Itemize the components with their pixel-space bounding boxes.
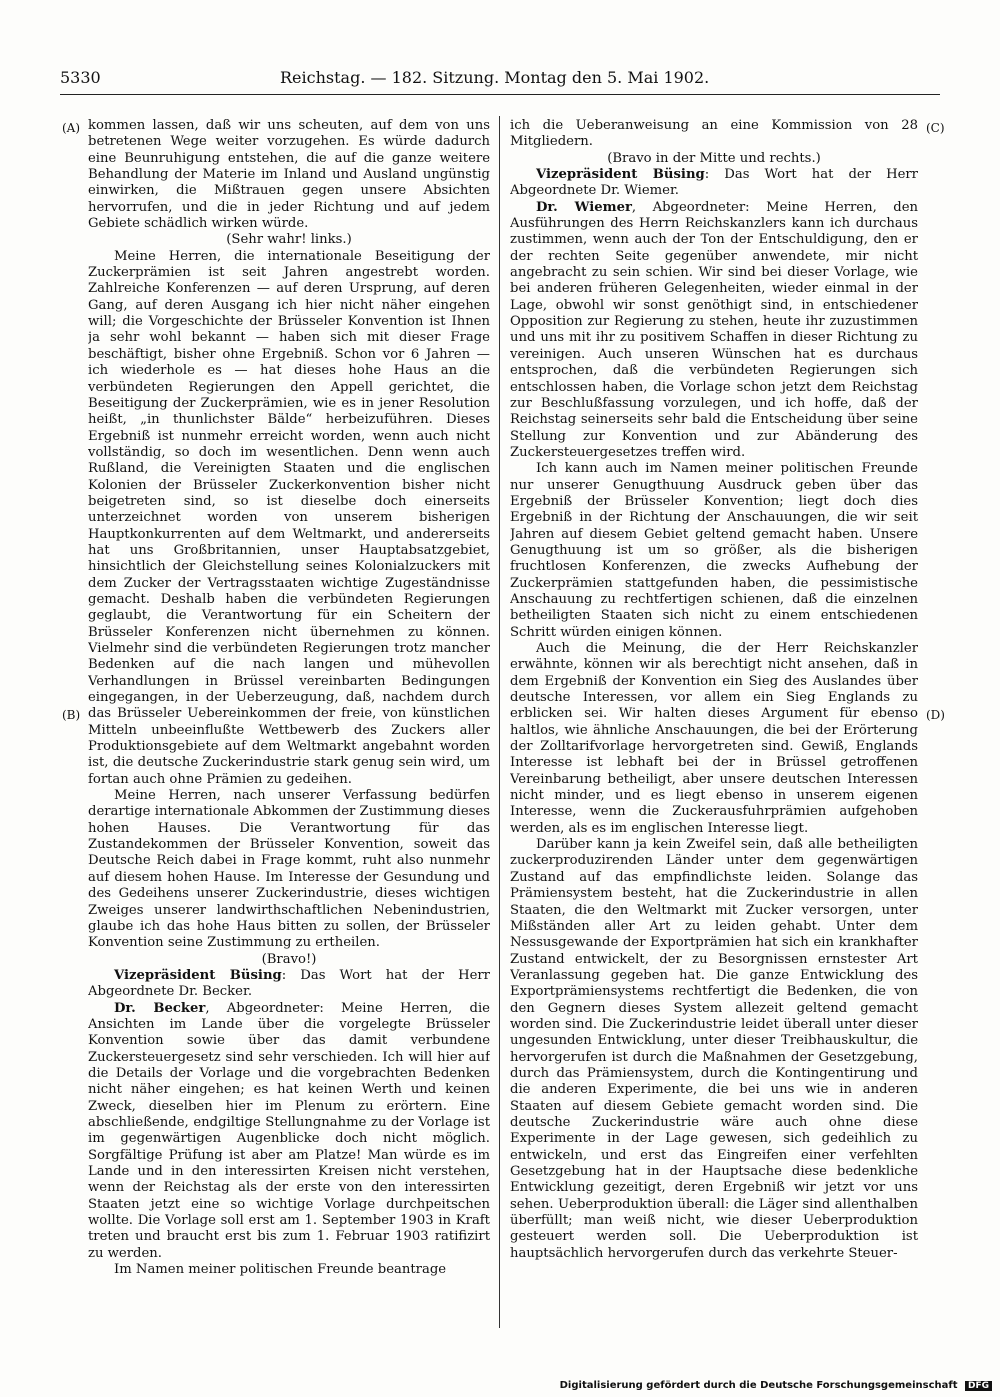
interjection <box>510 151 918 167</box>
paragraph <box>88 968 490 1001</box>
paragraph <box>510 167 918 200</box>
paragraph <box>88 118 490 232</box>
right-column <box>510 118 918 1330</box>
paragraph <box>510 837 918 1262</box>
paragraph-text: Darüber kann ja kein Zweifel sein, daß alle betheiligten zuckerproduzirenden Länder unter dem gegenwärtigen Zustand auf das empfindlichste leiden. Solange das Prämiensystem besteht, hat die Zuckerindustrie in allen Staaten, die den Weltmarkt mit Zucker versorgen, unter Mißständen aller Art zu leiden gehabt. Unter dem Nessusgewande der Exportprämien hat sich ein krankhafter Zustand entwickelt, der zu Besorgnissen ernstester Art Veranlassung gegeben hat. Die ganze Entwicklung des Exportprämiensystems rechtfertigt die Bedenken, die von den Gegnern dieses System allezeit geltend gemacht worden sind. Die Zuckerindustrie leidet überall unter dieser ungesunden Entwicklung, unter dieser Treibhauskultur, die hervorgerufen ist durch die Maßnahmen der Gesetzgebung, durch das Prämiensystem, durch die Kontingentirung und die anderen Experimente, die bei uns wie in anderen Staaten auf diesem Gebiete gemacht worden sind. Die deutsche Zuckerindustrie wäre auch ohne diese Experimente in der Lage gewesen, sich gedeihlich zu entwickeln, und erst das Eingreifen einer verfehlten Gesetzgebung hat in der Hauptsache diese bedenkliche Entwicklung gezeitigt, deren Ergebniß wir jetzt vor uns sehen. Ueberproduktion überall: die Läger sind allenthalben überfüllt; man weiß nicht, wie dieser Ueberproduktion gesteuert werden soll. Die Ueberproduktion ist hauptsächlich hervorgerufen durch das verkehrte Steuer- <box>510 837 918 1261</box>
paragraph-text: Im Namen meiner politischen Freunde beantrage <box>114 1262 447 1278</box>
paragraph <box>510 200 918 462</box>
margin-marker-a: (A) <box>62 121 81 135</box>
running-title: Reichstag. — 182. Sitzung. Montag den 5. Mai 1902. <box>280 68 710 87</box>
paragraph-text: (Bravo in der Mitte und rechts.) <box>607 150 821 166</box>
paragraph-text: (Sehr wahr! links.) <box>226 232 352 248</box>
page-header <box>60 68 940 98</box>
speaker-name: Dr. Wiemer <box>536 199 632 215</box>
margin-marker-d: (D) <box>926 708 945 722</box>
interjection <box>88 952 490 968</box>
paragraph <box>510 118 918 151</box>
paragraph-text: (Bravo!) <box>261 951 317 967</box>
paragraph-text: Meine Herren, die internationale Beseitigung der Zuckerprämien ist seit Jahren angestrebt worden. Zahlreiche Konferenzen — auf deren Ursprung, auf deren Gang, auf deren Ausgang ich hier nicht näher eingehen will; die Vorgeschichte der Brüsseler Konvention ist Ihnen ja sehr wohl bekannt — haben sich mit dieser Frage beschäftigt, bisher ohne Ergebniß. Schon vor 6 Jahren — ich wiederhole es — hat dieses hohe Haus an die verbündeten Regierungen den Appell gerichtet, die Beseitigung der Zuckerprämien, wie es in jener Resolution heißt, „in thunlichster Bälde“ herbeizuführen. Dieses Ergebniß ist nunmehr erreicht worden, wenn auch nicht vollständig, so doch im wesentlichen. Denn wenn auch Rußland, die Vereinigten Staaten und die englischen Kolonien der Brüsseler Zuckerkonvention bisher nicht beigetreten sind, so ist dieselbe doch einerseits unterzeichnet worden von unserem bisherigen Hauptkonkurrenten auf dem Weltmarkt, und andererseits hat uns Großbritannien, unser Hauptabsatzgebiet, hinsichtlich der Gleichstellung seines Kolonialzuckers mit dem Zucker der Vertragsstaaten wichtige Zugeständnisse gemacht. Deshalb haben die verbündeten Regierungen geglaubt, die Verantwortung für ein Scheitern der Brüsseler Konferenzen nicht übernehmen zu können. Vielmehr sind die verbündeten Regierungen trotz mancher Bedenken auf die nach langen und mühevollen Verhandlungen in Brüssel vereinbarten Bedingungen eingegangen, in der Ueberzeugung, daß, nachdem durch das Brüsseler Uebereinkommen der freie, von künstlichen Mitteln unbeeinflußte Wettbewerb des Zuckers aller Produktionsgebiete auf dem Weltmarkt angebahnt worden ist, die deutsche Zuckerindustrie stark genug sein wird, um fortan auch ohne Prämien zu gedeihen. <box>88 248 490 787</box>
paragraph <box>510 461 918 641</box>
footer <box>560 1380 992 1391</box>
footer-text: Digitalisierung gefördert durch die Deutsche Forschungsgemeinschaft <box>559 1380 958 1391</box>
speaker-name: Vizepräsident Büsing <box>114 967 282 983</box>
paragraph-text: Meine Herren, nach unserer Verfassung bedürfen derartige internationale Abkommen der Zustimmung dieses hohen Hauses. Die Verantwortung für das Zustandekommen der Brüsseler Konvention, soweit das Deutsche Reich dabei in Frage kommt, ruht also nunmehr auf diesem hohen Hause. Im Interesse der Gesundung und des Gedeihens unserer Zuckerindustrie, dieses wichtigen Zweiges unserer landwirthschaftlichen Nebenindustrien, glaube ich das hohe Haus bitten zu sollen, der Brüsseler Konvention seine Zustimmung zu ertheilen. <box>88 788 490 951</box>
left-column <box>88 118 490 1330</box>
speaker-name: Vizepräsident Büsing <box>536 167 705 183</box>
interjection <box>88 232 490 248</box>
header-rule <box>60 94 940 95</box>
column-divider <box>499 116 500 1328</box>
paragraph-text: Auch die Meinung, die der Herr Reichskanzler erwähnte, können wir als berechtigt nicht ansehen, daß in dem Ergebniß der Konvention ein Sieg des Auslandes über deutsche Interessen, vor allem ein Sieg Englands zu erblicken sei. Wir halten dieses Argument für ebenso haltlos, wie ähnliche Anschauungen, die bei der Erörterung der Zolltarifvorlage hervorgetreten sind. Gewiß, Englands Interesse ist lebhaft bei der in Brüssel getroffenen Vereinbarung betheiligt, aber unsere deutschen Interessen nicht minder, und es liegt ebenso in unserem eigenen Interesse, wenn die Zuckerausfuhrprämien aufgehoben werden, als es im englischen Interesse liegt. <box>510 641 918 836</box>
paragraph-text: ich die Ueberanweisung an eine Kommission von 28 Mitgliedern. <box>510 118 918 150</box>
paragraph-text: : Das Wort hat der Herr Abgeordnete Dr. Becker. <box>88 967 490 1000</box>
speaker-name: Dr. Becker <box>114 1000 206 1016</box>
paragraph <box>88 249 490 788</box>
margin-marker-c: (C) <box>926 121 945 135</box>
paragraph-text: , Abgeordneter: Meine Herren, den Ausführungen des Herrn Reichskanzlers kann ich durchaus zustimmen, wenn auch der Ton der Entschuldigung, den er der rechten Seite gegenüber anwendete, mir nicht angebracht zu sein schien. Wir sind bei dieser Vorlage, wie bei anderen früheren Gelegenheiten, wieder einmal in der Lage, obwohl wir sonst genöthigt sind, in entschiedener Opposition zur Regierung zu stehen, heute ihr zuzustimmen und uns mit ihr zu positivem Schaffen in dieser Richtung zu vereinigen. Auch unseren Wünschen hat es durchaus entsprochen, daß die verbündeten Regierungen sich entschlossen haben, die Vorlage schon jetzt dem Reichstag zur Beschlußfassung vorzulegen, und ich hoffe, daß der Reichstag seinerseits sehr bald die Entscheidung über seine Stellung zur Konvention und zur Abänderung des Zuckersteuergesetzes treffen wird. <box>510 199 918 460</box>
paragraph <box>510 641 918 837</box>
margin-marker-b: (B) <box>62 708 81 722</box>
paragraph-text: : Das Wort hat der Herr Abgeordnete Dr. Wiemer. <box>510 167 918 199</box>
paragraph-text: kommen lassen, daß wir uns scheuten, auf dem von uns betretenen Wege weiter vorzugehen. Es würde dadurch eine Beunruhigung entstehen, die auf die ganze weitere Behandlung der Materie im Inland und Ausland ungünstig einwirken, die Mißtrauen gegen unsere Absichten hervorrufen, und die in jeder Richtung und auf jedem Gebiete schädlich wirken würde. <box>88 118 490 232</box>
paragraph <box>88 1262 490 1278</box>
paragraph <box>88 1001 490 1263</box>
paragraph <box>88 788 490 951</box>
page-number: 5330 <box>60 68 101 87</box>
paragraph-text: , Abgeordneter: Meine Herren, die Ansichten im Lande über die vorgelegte Brüsseler Konvention sowie über das damit verbundene Zuckersteuergesetz sind sehr verschieden. Ich will hier auf die Details der Vorlage und die vorgebrachten Bedenken nicht näher eingehen; es hat keinen Werth und keinen Zweck, dieselben hier im Plenum zu erörtern. Eine abschließende, endgiltige Stellungnahme zu der Vorlage ist im gegenwärtigen Augenblicke doch nicht möglich. Sorgfältige Prüfung ist aber am Platze! Man würde es im Lande und in den interessirten Kreisen nicht verstehen, wenn der Reichstag als der erste von den interessirten Staaten jetzt eine so wichtige Vorlage durchpeitschen wollte. Die Vorlage soll erst am 1. September 1903 in Kraft treten und braucht erst bis zum 1. Februar 1903 ratifizirt zu werden. <box>88 1000 490 1261</box>
dfg-logo: DFG <box>965 1381 992 1391</box>
paragraph-text: Ich kann auch im Namen meiner politischen Freunde nur unserer Genugthuung Ausdruck geben über das Ergebniß der Brüsseler Konvention; liegt doch dies Ergebniß in der Richtung der Anschauungen, die wir seit Jahren auf diesem Gebiet geltend gemacht haben. Unsere Genugthuung ist um so größer, als die bisherigen fruchtlosen Konferenzen, die zwecks Aufhebung der Zuckerprämien stattgefunden haben, die pessimistische Anschauung zu rechtfertigen schienen, daß die einzelnen betheiligten Staaten sich nicht zu einem entschiedenen Schritt würden einigen können. <box>510 461 918 640</box>
